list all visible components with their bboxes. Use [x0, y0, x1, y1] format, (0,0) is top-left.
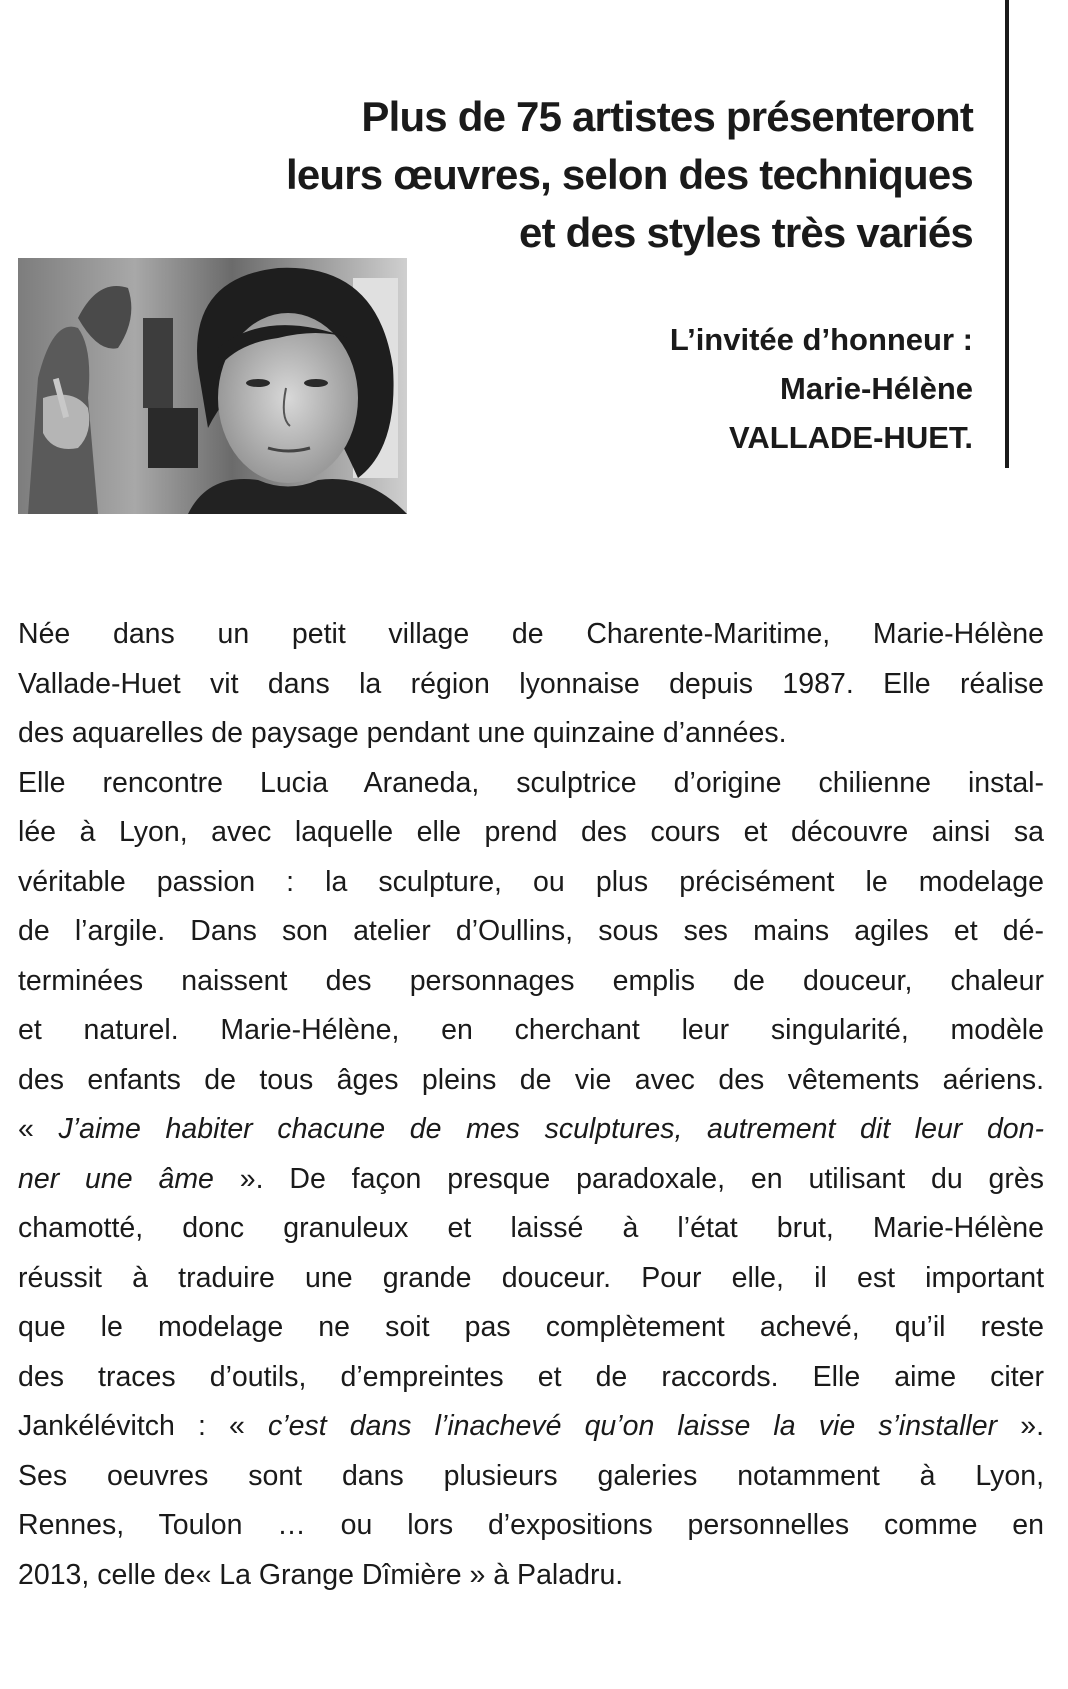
article-line: Née dans un petit village de Charente-Maritime, Marie-Hélène — [18, 618, 1044, 650]
article-line: des aquarelles de paysage pendant une quinzaine d’années. — [18, 717, 787, 749]
guest-of-honour — [473, 315, 973, 462]
quote-text: J’aime habiter chacune de mes sculptures, autrement dit leur don- — [58, 1113, 1044, 1145]
article-line: chamotté, donc granuleux et laissé à l’état brut, Marie-Hélène — [18, 1212, 1044, 1244]
article-line: des enfants de tous âges pleins de vie avec des vêtements aériens. — [18, 1063, 1044, 1096]
article-line: réussit à traduire une grande douceur. Pour elle, il est important — [18, 1261, 1044, 1294]
guest-first-name: Marie-Hélène — [780, 371, 973, 406]
article-line: et naturel. Marie-Hélène, en cherchant leur singularité, modèle — [18, 1014, 1044, 1046]
guest-label: L’invitée d’honneur : — [669, 322, 973, 357]
article-line — [18, 1105, 1044, 1155]
article-line: véritable passion : la sculpture, ou plus précisément le modelage — [18, 865, 1044, 898]
article-line: terminées naissent des personnages emplis de douceur, chaleur — [18, 964, 1044, 997]
quote-close: ». — [997, 1410, 1045, 1442]
article-line — [18, 1155, 1044, 1205]
quote-text: ner une âme — [18, 1162, 214, 1195]
headline-line: et des styles très variés — [519, 209, 973, 256]
portrait-photo — [18, 258, 407, 514]
article-line: lée à Lyon, avec laquelle elle prend des cours et découvre ainsi sa — [18, 816, 1044, 848]
guest-last-name: VALLADE-HUET. — [729, 420, 973, 455]
quote-close-text: ». De façon presque paradoxale, en utilisant du grès — [213, 1162, 1044, 1195]
article-body — [18, 610, 1044, 1600]
quote-text: c’est dans l’inachevé qu’on laisse la vie s’installer — [268, 1410, 998, 1442]
article-line: Elle rencontre Lucia Araneda, sculptrice d’origine chilienne instal- — [18, 766, 1044, 799]
article-line: Rennes, Toulon … ou lors d’expositions personnelles comme en — [18, 1509, 1044, 1541]
article-line: de l’argile. Dans son atelier d’Oullins, sous ses mains agiles et dé- — [18, 915, 1044, 947]
column-divider — [1005, 0, 1009, 468]
portrait-photo-icon — [18, 258, 407, 514]
article-line: des traces d’outils, d’empreintes et de raccords. Elle aime citer — [18, 1360, 1044, 1393]
headline-line: Plus de 75 artistes présenteront — [361, 93, 973, 140]
headline — [193, 88, 973, 262]
headline-line: leurs œuvres, selon des techniques — [285, 151, 973, 198]
quote-intro: Jankélévitch : « — [18, 1410, 269, 1442]
article-line: Ses oeuvres sont dans plusieurs galeries notamment à Lyon, — [18, 1459, 1044, 1492]
article-line: que le modelage ne soit pas complètement achevé, qu’il reste — [18, 1311, 1044, 1343]
article-line — [18, 1402, 1044, 1452]
article-line: Vallade-Huet vit dans la région lyonnaise depuis 1987. Elle réalise — [18, 667, 1044, 700]
quote-open: « — [18, 1113, 59, 1145]
article-line: 2013, celle de« La Grange Dîmière » à Paladru. — [18, 1558, 624, 1591]
